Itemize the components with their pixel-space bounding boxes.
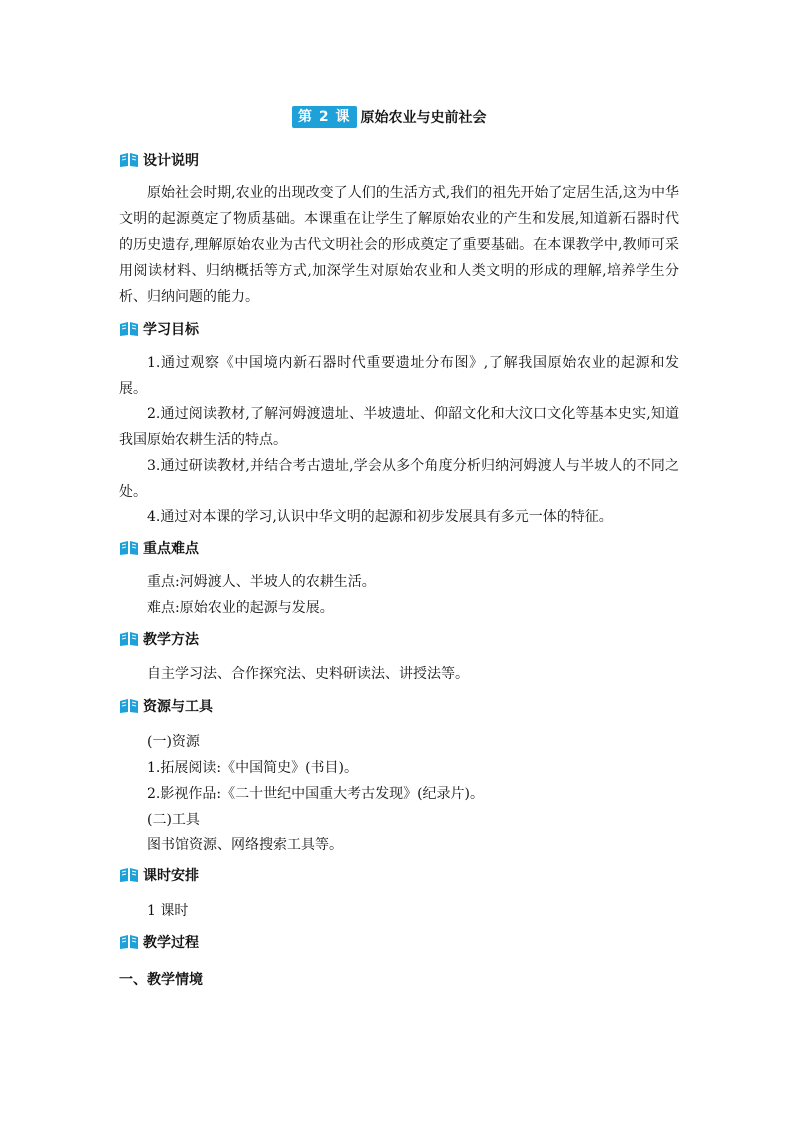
schedule-text: 1 课时 [147, 903, 189, 919]
goal-item: 3.通过研读教材,并结合考古遗址,学会从多个角度分析归纳河姆渡人与半坡人的不同之处。 [119, 458, 679, 500]
goal-item: 4.通过对本课的学习,认识中华文明的起源和初步发展具有多元一体的特征。 [147, 509, 613, 525]
book-icon [119, 321, 139, 337]
section-title: 设计说明 [143, 153, 199, 169]
goal-item: 2.通过阅读教材,了解河姆渡遗址、半坡遗址、仰韶文化和大汶口文化等基本史实,知道我国原始农耕生活的特点。 [119, 406, 679, 448]
difficulty-point: 难点:原始农业的起源与发展。 [147, 600, 334, 616]
lesson-header [292, 105, 487, 129]
section-process-heading [119, 931, 199, 953]
book-icon [119, 631, 139, 647]
resource-line: 1.拓展阅读:《中国简史》(书目)。 [147, 760, 358, 776]
book-icon [119, 698, 139, 714]
section-title: 教学过程 [143, 935, 199, 951]
methods-text: 自主学习法、合作探究法、史料研读法、讲授法等。 [147, 666, 469, 682]
section-keypoints-heading [119, 537, 199, 559]
resource-line: (二)工具 [147, 812, 200, 828]
section-title: 学习目标 [143, 322, 199, 338]
book-icon [119, 152, 139, 168]
section-methods-heading [119, 628, 199, 650]
section-title: 资源与工具 [143, 699, 213, 715]
book-icon [119, 934, 139, 950]
resource-line: (一)资源 [147, 734, 200, 750]
key-point: 重点:河姆渡人、半坡人的农耕生活。 [147, 574, 376, 590]
book-icon [119, 867, 139, 883]
book-icon [119, 540, 139, 556]
section-goals-heading [119, 318, 199, 340]
section-title: 重点难点 [143, 541, 199, 557]
resource-line: 图书馆资源、网络搜索工具等。 [147, 837, 343, 853]
section-title: 课时安排 [143, 868, 199, 884]
design-description: 原始社会时期,农业的出现改变了人们的生活方式,我们的祖先开始了定居生活,这为中华文明的起源奠定了物质基础。本课重在让学生了解原始农业的产生和发展,知道新石器时代的历史遗存,理解原始农业为古代文明社会的形成奠定了重要基础。在本课教学中,教师可采用阅读材料、归纳概括等方式,加深学生对原始农业和人类文明的形成的理解,培养学生分析、归纳问题的能力。 [119, 185, 679, 305]
process-subheading: 一、教学情境 [119, 972, 203, 988]
section-schedule-heading [119, 864, 199, 886]
section-resources-heading [119, 695, 213, 717]
goal-item: 1.通过观察《中国境内新石器时代重要遗址分布图》,了解我国原始农业的起源和发展。 [119, 355, 679, 397]
section-title: 教学方法 [143, 632, 199, 648]
lesson-number-badge: 第 2 课 [292, 106, 357, 128]
lesson-title: 原始农业与史前社会 [360, 110, 487, 126]
resource-line: 2.影视作品:《二十世纪中国重大考古发现》(纪录片)。 [147, 786, 484, 802]
section-design-heading [119, 149, 199, 171]
